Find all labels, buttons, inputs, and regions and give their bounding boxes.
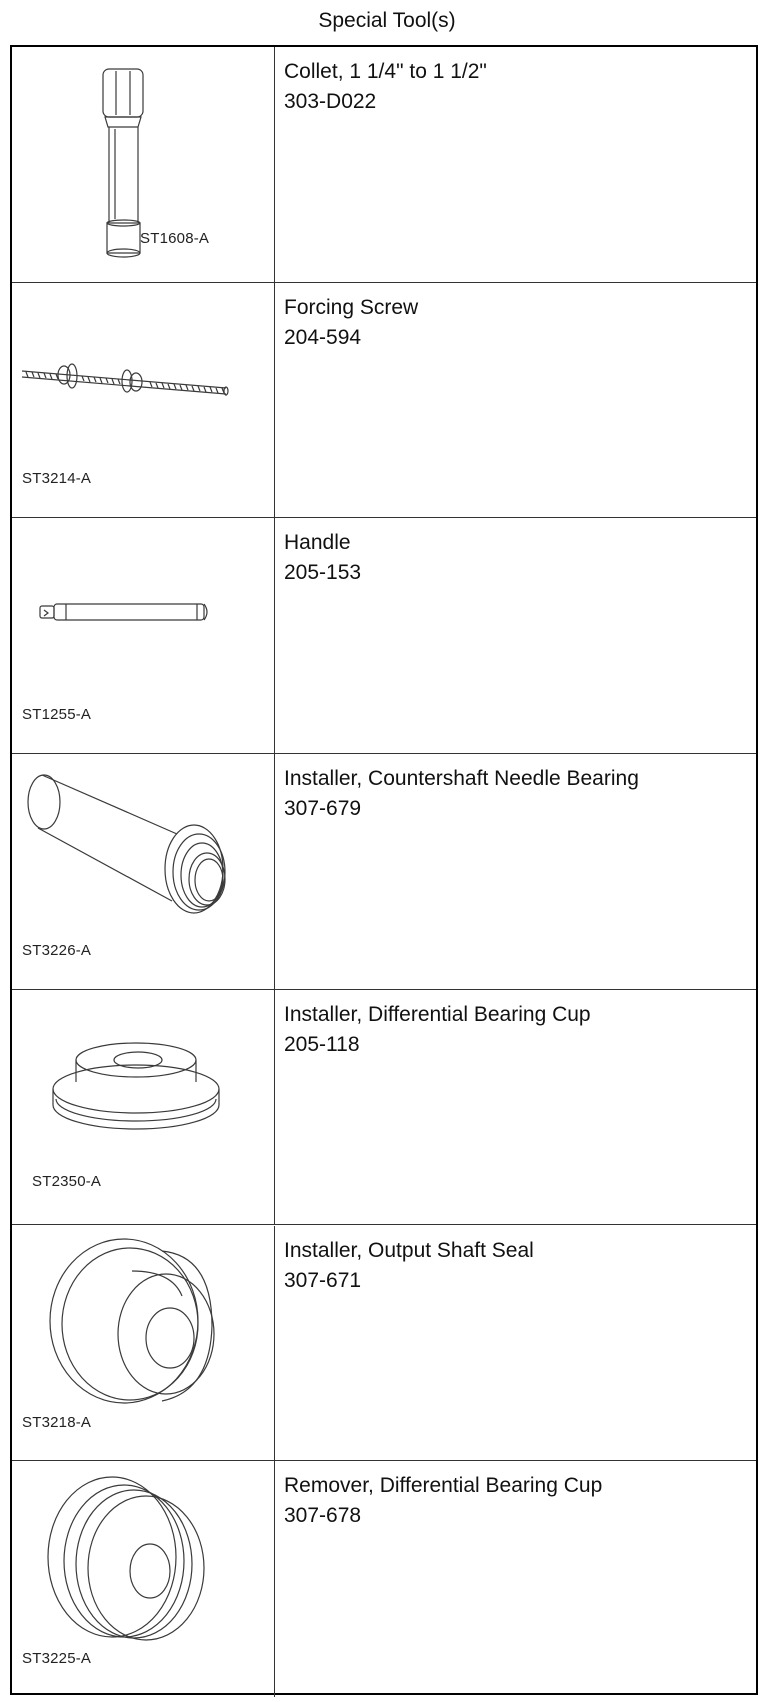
tool-name: Handle [284, 531, 351, 555]
table-row [12, 754, 756, 990]
tool-name: Forcing Screw [284, 295, 419, 319]
tool-number: 204-594 [284, 325, 362, 349]
tool-name: Installer, Differential Bearing Cup [284, 1002, 591, 1026]
tool-number: 307-671 [284, 1268, 362, 1292]
tool-description [275, 47, 756, 282]
tool-number: 307-678 [284, 1504, 362, 1528]
tool-name: Remover, Differential Bearing Cup [284, 1474, 603, 1498]
table-row [12, 47, 756, 283]
table-row [12, 518, 756, 754]
tool-description [275, 283, 756, 518]
table-row [12, 1226, 756, 1462]
tool-description [275, 1461, 756, 1697]
tool-illustration-cell [12, 47, 275, 282]
tool-code: ST1255-A [22, 706, 92, 724]
tool-description [275, 990, 756, 1225]
tool-number: 303-D022 [284, 90, 377, 113]
table-row [12, 283, 756, 519]
tool-illustration-cell [12, 990, 275, 1225]
tool-illustration-cell [12, 754, 275, 989]
tool-description [275, 1226, 756, 1461]
tool-code: ST3226-A [22, 942, 92, 960]
tool-name: Installer, Countershaft Needle Bearing [284, 767, 639, 791]
tool-code: ST2350-A [32, 1172, 102, 1190]
tool-name: Collet, 1 1/4" to 1 1/2" [284, 60, 487, 83]
tool-number: 205-118 [284, 1032, 360, 1056]
tool-description [275, 754, 756, 989]
table-row [12, 990, 756, 1226]
tool-name: Installer, Output Shaft Seal [284, 1238, 534, 1262]
tool-code: ST3218-A [22, 1413, 92, 1431]
table-row [12, 1461, 756, 1697]
tool-code: ST1608-A [140, 230, 210, 247]
tool-description [275, 518, 756, 753]
tool-code: ST3214-A [22, 469, 92, 487]
tool-illustration-cell [12, 518, 275, 753]
tool-illustration-cell [12, 283, 275, 518]
page-title: Special Tool(s) [318, 9, 456, 32]
tool-illustration-cell [12, 1461, 275, 1697]
tool-number: 205-153 [284, 561, 362, 585]
special-tools-table [10, 45, 758, 1695]
tool-illustration-cell [12, 1226, 275, 1461]
tool-number: 307-679 [284, 797, 362, 821]
tool-code: ST3225-A [22, 1650, 92, 1668]
